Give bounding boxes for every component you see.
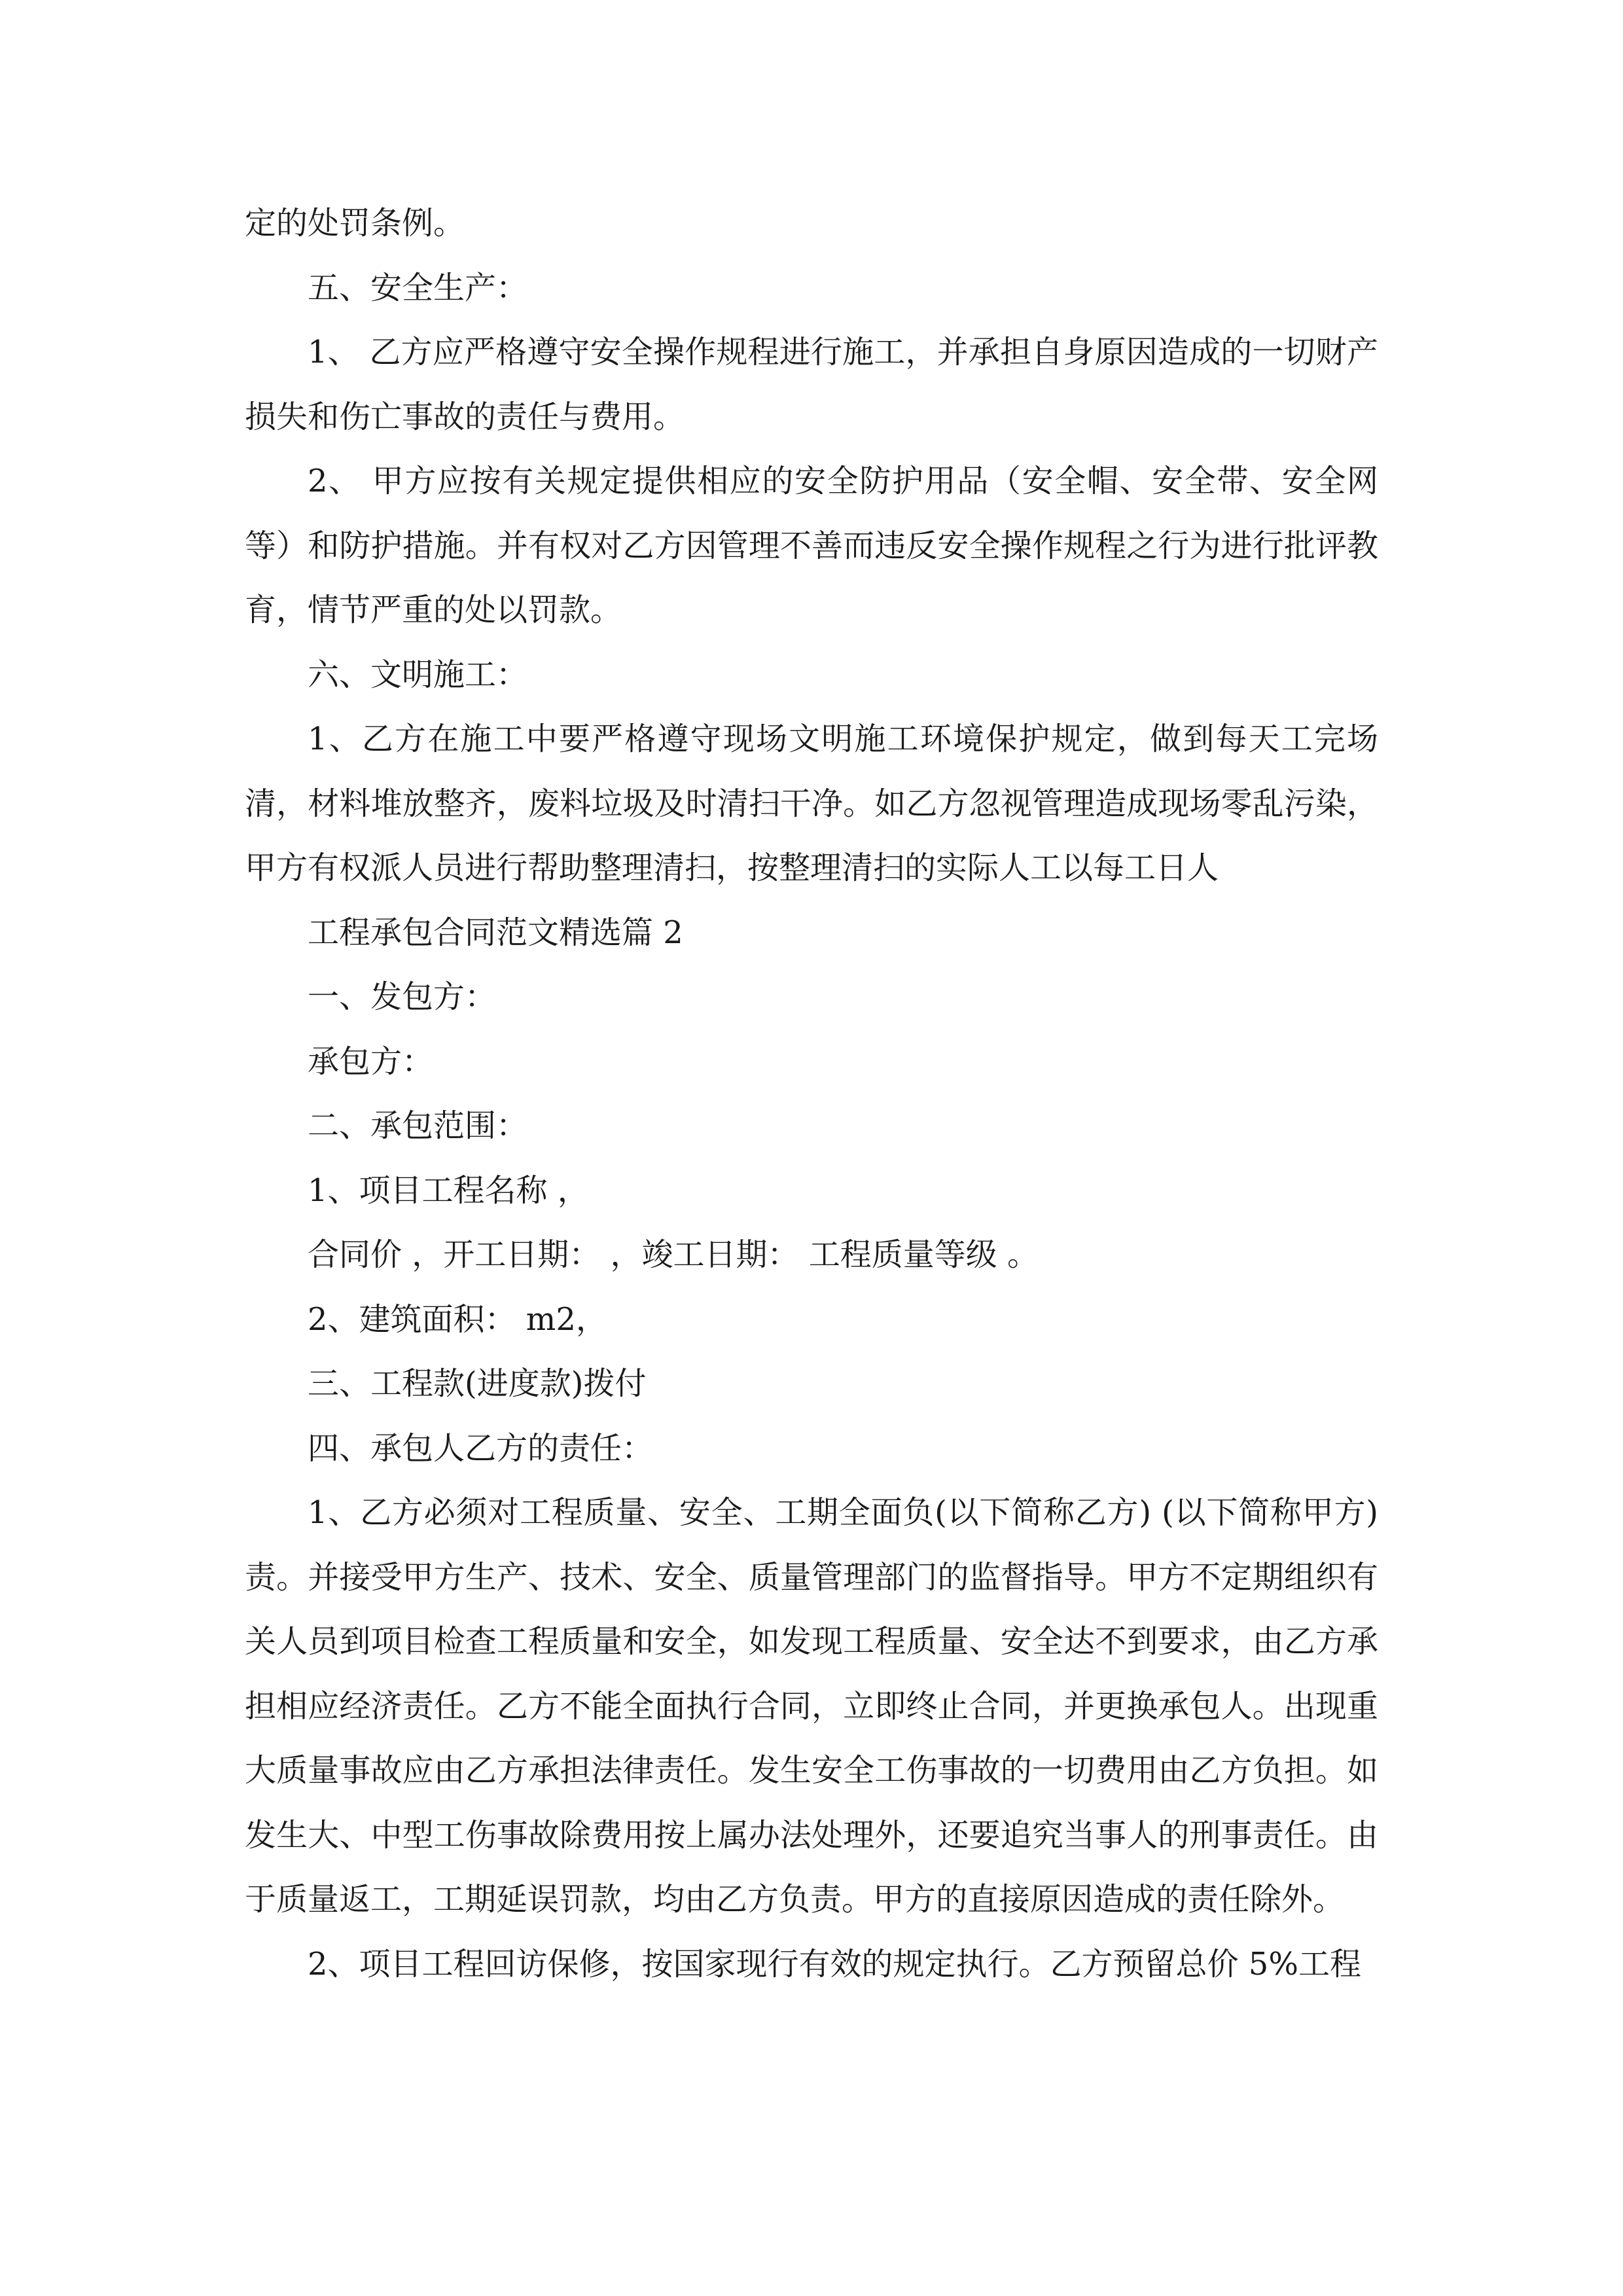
paragraph-safety-1: 1、 乙方应严格遵守安全操作规程进行施工，并承担自身原因造成的一切财产损失和伤亡事故的责任与费用。 xyxy=(245,334,1378,435)
heading-civilized-construction: 六、文明施工： xyxy=(308,656,528,693)
paragraph-responsibility-1: 1、乙方必须对工程质量、安全、工期全面负(以下简称乙方) (以下简称甲方)责。并接受甲方生产、技术、安全、质量管理部门的监督指导。甲方不定期组织有关人员到项目检查工程质量和安全，如发现工程质量、安全达不到要求，由乙方承担相应经济责任。乙方不能全面执行合同，立即终止合同，并更换承包人。出现重大质量事故应由乙方承担法律责任。发生安全工伤事故的一切费用由乙方负担。如发生大、中型工伤事故除费用按上属办法处理外，还要追究当事人的刑事责任。由于质量返工，工期延误罚款，均由乙方负责。甲方的直接原因造成的责任除外。 xyxy=(245,1494,1378,1918)
paragraph-civilized-1: 1、乙方在施工中要严格遵守现场文明施工环境保护规定，做到每天工完场清，材料堆放整齐，废料垃圾及时清扫干净。如乙方忽视管理造成现场零乱污染，甲方有权派人员进行帮助整理清扫，按整理清扫的实际人工以每工日人 xyxy=(245,721,1378,886)
heading-safety-production: 五、安全生产： xyxy=(308,269,528,306)
paragraph-safety-2: 2、 甲方应按有关规定提供相应的安全防护用品（安全帽、安全带、安全网等）和防护措施。并有权对乙方因管理不善而违反安全操作规程之行为进行批评教育，情节严重的处以罚款。 xyxy=(245,463,1378,628)
heading-contractor-responsibility: 四、承包人乙方的责任： xyxy=(308,1429,654,1467)
item-contract-price-dates: 合同价 ，开工日期： ，竣工日期： 工程质量等级 。 xyxy=(308,1236,1039,1273)
paragraph-penalty-end: 定的处罚条例。 xyxy=(245,205,465,242)
document-body xyxy=(245,191,1378,1996)
item-project-name: 1、项目工程名称 ， xyxy=(308,1172,589,1209)
heading-contract-scope: 二、承包范围： xyxy=(308,1107,528,1144)
label-contractor: 承包方： xyxy=(308,1043,434,1080)
heading-employer: 一、发包方： xyxy=(308,978,497,1015)
item-building-area: 2、建筑面积： m2， xyxy=(308,1300,607,1338)
paragraph-responsibility-2: 2、项目工程回访保修，按国家现行有效的规定执行。乙方预留总价 5%工程 xyxy=(308,1945,1361,1982)
section-title-contract-2: 工程承包合同范文精选篇 2 xyxy=(308,914,683,951)
heading-payment: 三、工程款(进度款)拨付 xyxy=(308,1365,647,1402)
